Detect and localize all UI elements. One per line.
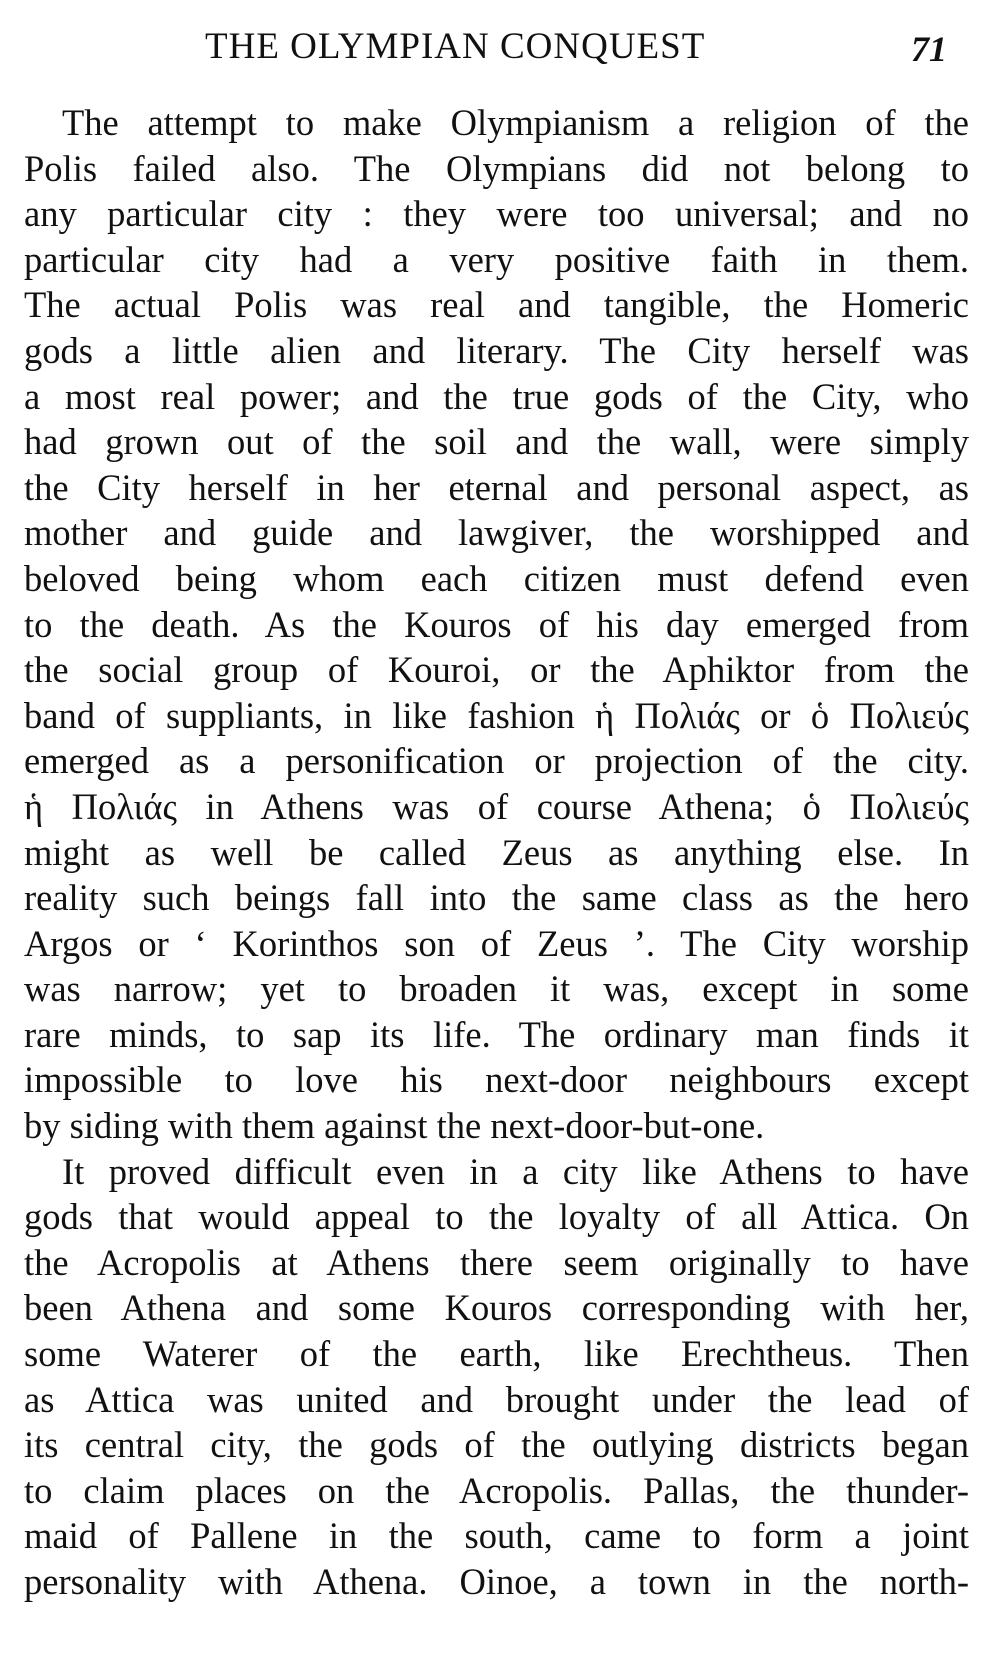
text-line: might as well be called Zeus as anything else. In — [24, 831, 969, 873]
text-line: any particular city : they were too universal; and no — [24, 193, 969, 235]
text-line: to claim places on the Acropolis. Pallas, the thunder- — [24, 1469, 969, 1511]
text-line: ἡ Πολιάς in Athens was of course Athena; ὁ Πολιεύς — [24, 785, 969, 827]
text-line: been Athena and some Kouros corresponding with her, — [24, 1287, 969, 1329]
text-line: beloved being whom each citizen must defend even — [24, 557, 969, 599]
text-line: a most real power; and the true gods of the City, who — [24, 375, 969, 417]
page-header — [0, 22, 985, 72]
text-line: emerged as a personification or projection of the city. — [24, 740, 969, 782]
text-line: gods a little alien and literary. The City herself was — [24, 329, 969, 371]
text-line: was narrow; yet to broaden it was, except in some — [24, 968, 969, 1010]
text-line: particular city had a very positive faith in them. — [24, 238, 969, 280]
text-line: to the death. As the Kouros of his day emerged from — [24, 603, 969, 645]
page-number: 71 — [911, 29, 947, 69]
text-line: The attempt to make Olympianism a religion of the — [62, 102, 969, 143]
text-line: as Attica was united and brought under the lead of — [24, 1378, 969, 1420]
text-line: rare minds, to sap its life. The ordinary man finds it — [24, 1013, 969, 1055]
text-line: Argos or ‘ Korinthos son of Zeus ’. The City worship — [24, 922, 969, 964]
body-text — [24, 100, 969, 1605]
text-line: by siding with them against the next-door-but-one. — [24, 1105, 765, 1147]
text-line: the social group of Kouroi, or the Aphiktor from the — [24, 649, 969, 691]
paragraph-2 — [24, 1149, 969, 1605]
text-line: some Waterer of the earth, like Erechtheus. Then — [24, 1333, 969, 1375]
text-line: Polis failed also. The Olympians did not belong to — [24, 147, 969, 189]
text-line: maid of Pallene in the south, came to form a joint — [24, 1515, 969, 1557]
text-line: impossible to love his next-door neighbours except — [24, 1059, 969, 1101]
text-line: the City herself in her eternal and personal aspect, as — [24, 466, 969, 508]
text-line: band of suppliants, in like fashion ἡ Πολιάς or ὁ Πολιεύς — [24, 694, 969, 736]
paragraph-1 — [24, 100, 969, 1149]
text-line: The actual Polis was real and tangible, the Homeric — [24, 284, 969, 326]
text-line: gods that would appeal to the loyalty of all Attica. On — [24, 1196, 969, 1238]
text-line: mother and guide and lawgiver, the worshipped and — [24, 512, 969, 554]
text-line: personality with Athena. Oinoe, a town in the north- — [24, 1561, 969, 1602]
running-title: THE OLYMPIAN CONQUEST — [205, 26, 706, 67]
text-line: its central city, the gods of the outlying districts began — [24, 1424, 969, 1466]
text-line: had grown out of the soil and the wall, were simply — [24, 421, 969, 463]
text-line: It proved difficult even in a city like Athens to have — [62, 1150, 969, 1192]
text-line: reality such beings fall into the same class as the hero — [24, 877, 969, 919]
text-line: the Acropolis at Athens there seem originally to have — [24, 1241, 969, 1283]
